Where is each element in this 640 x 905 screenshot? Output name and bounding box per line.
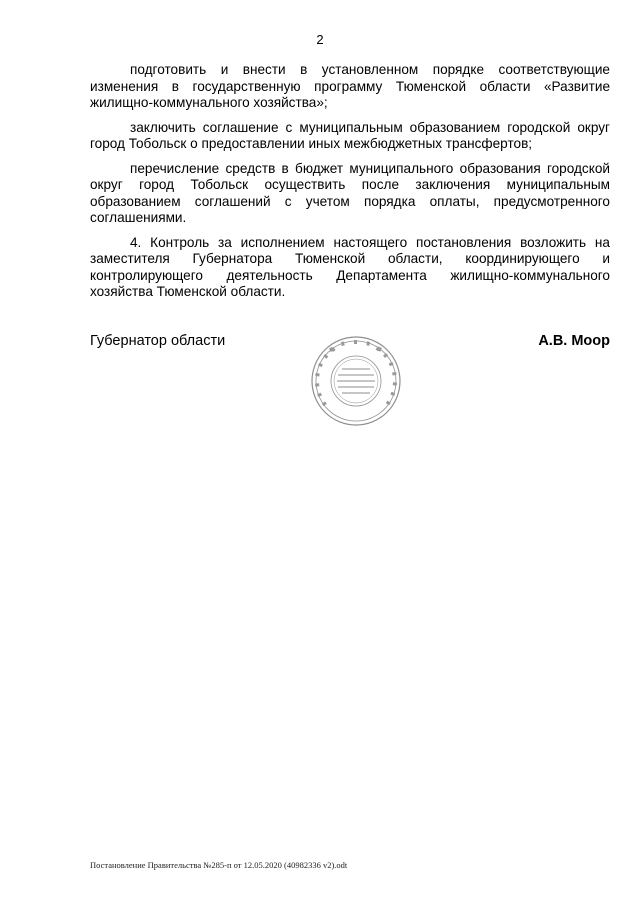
paragraph-agreement: заключить соглашение с муниципальным образованием городской округ город Тобольск о предоставлении иных межбюджетных трансфертов; [90,119,610,151]
body-text [90,62,610,309]
paragraph-program-changes: подготовить и внести в установленном порядке соответствующие изменения в государственную программу Тюменской области «Развитие жилищно-коммунального хозяйства»; [90,62,610,110]
signatory-name: А.В. Моор [538,333,610,349]
signatory-position: Губернатор области [90,333,226,349]
document-footer: Постановление Правительства №285-п от 12.05.2020 (40982336 v2).odt [90,860,348,870]
page-number: 2 [316,32,324,47]
official-seal-stamp [298,335,414,427]
paragraph-control: 4. Контроль за исполнением настоящего постановления возложить на заместителя Губернатора Тюменской области, координирующего и контролирующего деятельность Департамента жилищно-коммунального хозяйства Тюменской области. [90,234,610,299]
paragraph-transfer-funds: перечисление средств в бюджет муниципального образования городской округ город Тобольск осуществить после заключения муниципальным образованием соглашений с учетом порядка оплаты, предусмотренного соглашениями. [90,160,610,225]
